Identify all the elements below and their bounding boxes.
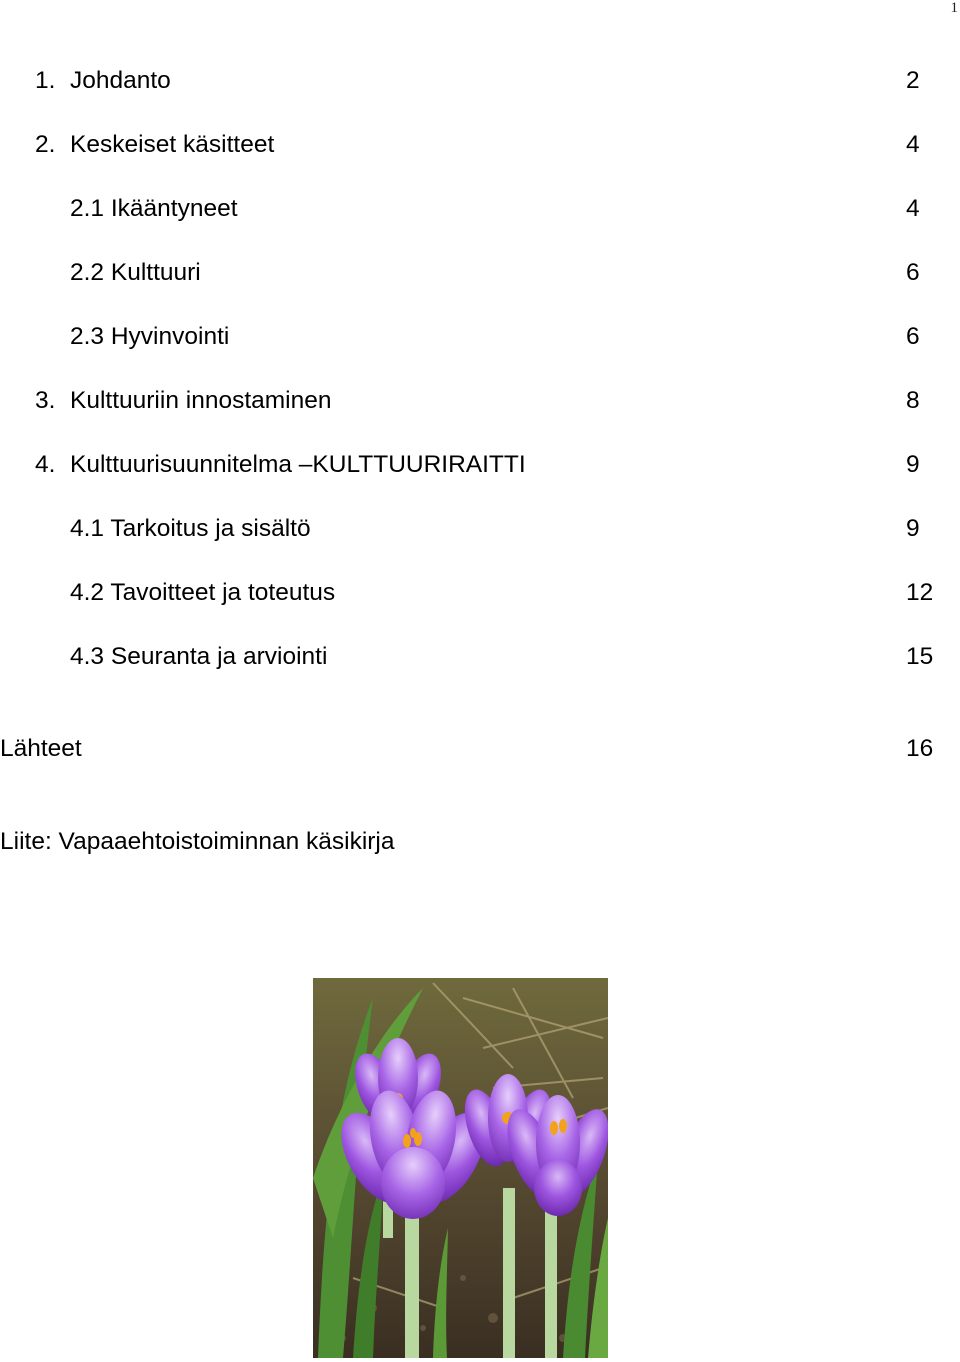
toc-entry-johdanto[interactable]	[0, 64, 960, 98]
toc-entry-title: 2.1 Ikääntyneet	[70, 195, 238, 222]
toc-entry-number: 3.	[35, 387, 56, 414]
toc-entry-page: 15	[906, 643, 934, 670]
toc-entry-page: 4	[906, 195, 920, 222]
toc-entry-title: Liite: Vapaaehtoistoiminnan käsikirja	[0, 828, 395, 855]
toc-entry-page: 9	[906, 451, 920, 478]
toc-entry-liite[interactable]	[0, 825, 960, 859]
toc-entry-page: 6	[906, 323, 920, 350]
toc-entry-title: Kulttuurisuunnitelma –KULTTUURIRAITTI	[70, 451, 526, 478]
toc-entry-title: Lähteet	[0, 735, 82, 762]
toc-entry-title: 4.1 Tarkoitus ja sisältö	[70, 515, 311, 542]
page-number: 1	[950, 0, 958, 16]
toc-entry-page: 2	[906, 67, 920, 94]
toc-entry-kulttuuri[interactable]	[0, 256, 960, 290]
toc-entry-title: 2.3 Hyvinvointi	[70, 323, 230, 350]
toc-entry-number: 2.	[35, 131, 56, 158]
toc-entry-page: 12	[906, 579, 934, 606]
toc-entry-seuranta-ja-arviointi[interactable]	[0, 640, 960, 674]
toc-entry-kulttuurisuunnitelma[interactable]	[0, 448, 960, 482]
toc-entry-kulttuuriin-innostaminen[interactable]	[0, 384, 960, 418]
toc-entry-page: 8	[906, 387, 920, 414]
toc-entry-page: 9	[906, 515, 920, 542]
toc-entry-page: 16	[906, 735, 934, 762]
toc-entry-page: 4	[906, 131, 920, 158]
toc-entry-tavoitteet-ja-toteutus[interactable]	[0, 576, 960, 610]
toc-entry-number: 1.	[35, 67, 56, 94]
toc-entry-hyvinvointi[interactable]	[0, 320, 960, 354]
toc-entry-keskeiset-kasitteet[interactable]	[0, 128, 960, 162]
toc-entry-tarkoitus-ja-sisalto[interactable]	[0, 512, 960, 546]
toc-entry-page: 6	[906, 259, 920, 286]
crocus-illustration	[313, 978, 608, 1358]
toc-entry-title: Keskeiset käsitteet	[70, 131, 275, 158]
toc-entry-title: 4.3 Seuranta ja arviointi	[70, 643, 328, 670]
toc-entry-lahteet[interactable]	[0, 732, 960, 766]
toc-entry-title: 2.2 Kulttuuri	[70, 259, 201, 286]
toc-entry-ikaantyneet[interactable]	[0, 192, 960, 226]
toc-entry-title: Kulttuuriin innostaminen	[70, 387, 332, 414]
toc-entry-number: 4.	[35, 451, 56, 478]
toc-entry-title: 4.2 Tavoitteet ja toteutus	[70, 579, 336, 606]
toc-entry-title: Johdanto	[70, 67, 171, 94]
crocus-flowers-image	[313, 978, 608, 1358]
